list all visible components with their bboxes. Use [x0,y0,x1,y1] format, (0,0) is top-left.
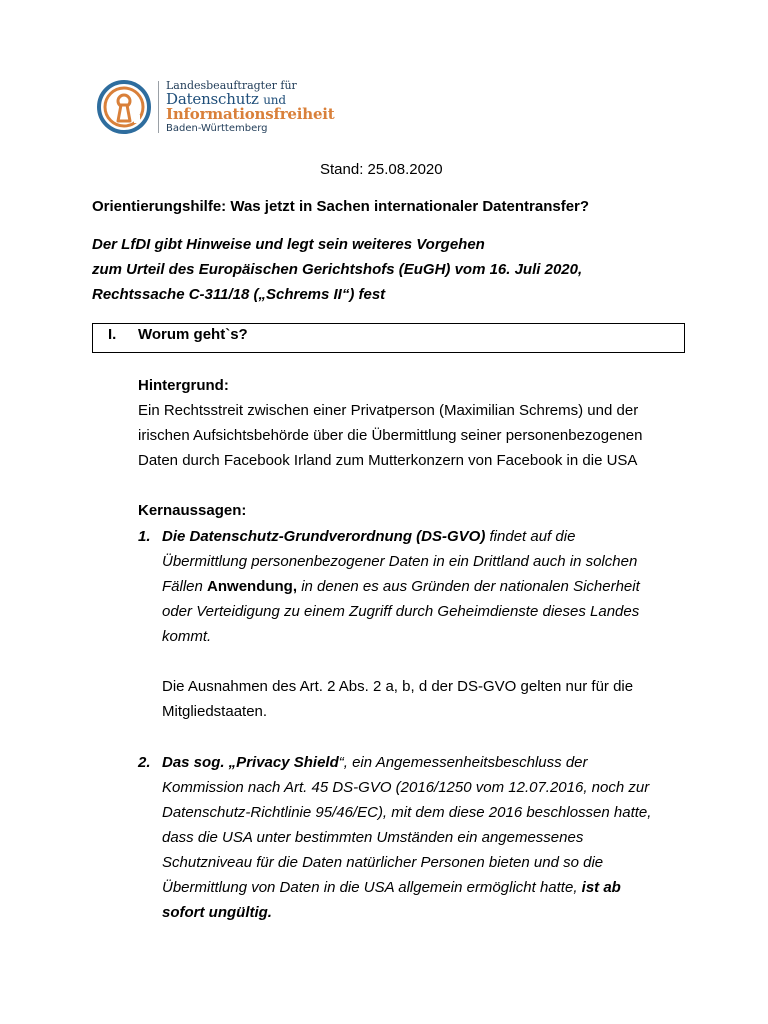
keyhole-logo-icon [96,77,156,137]
intro-line: Rechtssache C-311/18 („Schrems II“) fest [92,286,386,303]
note-line: Mitgliedstaaten. [162,703,268,720]
list-item-1 [162,524,640,649]
item2-ist-ab: ist ab [581,879,621,896]
document-title: Orientierungshilfe: Was jetzt in Sachen internationaler Datentransfer? [92,198,590,215]
item1-line4: oder Verteidigung zu einem Zugriff durch Geheimdienste dieses Landes [162,603,640,620]
list-number-1: 1. [138,528,151,545]
paragraph-line: Daten durch Facebook Irland zum Mutterkonzern von Facebook in die USA [138,452,638,469]
item2-line2: Kommission nach Art. 45 DS-GVO (2016/1250 vom 12.07.2016, noch zur [162,779,650,796]
logo-line-1: Landesbeauftragter für [166,79,297,92]
item2-line6-pre: Übermittlung von Daten in die USA allgemein ermöglicht hatte, [162,879,582,896]
kernaussagen-heading: Kernaussagen: [138,502,247,519]
item1-anwendung: Anwendung, [207,578,298,595]
item1-line3-pre: Fällen [162,578,208,595]
item2-bold-lead: Das sog. „Privacy Shield [162,754,339,771]
item2-line1-rest: “, ein Angemessenheitsbeschluss der [338,754,588,771]
intro-line: Der LfDI gibt Hinweise und legt sein weiteres Vorgehen [92,236,485,253]
logo-datenschutz: Datenschutz [166,90,259,108]
item2-line7: sofort ungültig. [162,904,272,921]
paragraph-line: irischen Aufsichtsbehörde über die Übermittlung seiner personenbezogenen [138,427,643,444]
paragraph-line: Ein Rechtsstreit zwischen einer Privatperson (Maximilian Schrems) und der [138,402,639,419]
logo-und: und [263,93,286,107]
logo-divider [158,81,159,133]
section-heading-box [92,323,685,353]
item1-note [162,674,633,724]
intro-paragraph [92,232,582,307]
intro-line: zum Urteil des Europäischen Gerichtshofs (EuGH) vom 16. Juli 2020, [92,261,583,278]
hintergrund-paragraph [138,398,643,473]
logo-line-4: Baden-Württemberg [166,123,268,134]
item2-line4: dass die USA unter bestimmten Umständen ein angemessenes [162,829,584,846]
item1-bold-lead: Die Datenschutz-Grundverordnung (DS-GVO) [162,528,486,545]
note-line: Die Ausnahmen des Art. 2 Abs. 2 a, b, d der DS-GVO gelten nur für die [162,678,634,695]
item2-line5: Schutzniveau für die Daten natürlicher Personen bieten und so die [162,854,604,871]
list-number-2: 2. [138,754,151,771]
hintergrund-heading: Hintergrund: [138,377,229,394]
item1-line5: kommt. [162,628,212,645]
item1-line2: Übermittlung personenbezogener Daten in ein Drittland auch in solchen [162,553,638,570]
section-title: Worum geht`s? [138,326,248,343]
item2-line3: Datenschutz-Richtlinie 95/46/EC), mit dem diese 2016 beschlossen hatte, [162,804,652,821]
list-item-2 [162,750,651,925]
section-number: I. [108,326,117,343]
item1-line3-rest: in denen es aus Gründen der nationalen Sicherheit [297,578,640,595]
lfdi-logo [96,77,336,137]
document-date: Stand: 25.08.2020 [320,161,443,178]
item1-line1-rest: findet auf die [485,528,576,545]
logo-line-3: Informationsfreiheit [166,105,335,123]
